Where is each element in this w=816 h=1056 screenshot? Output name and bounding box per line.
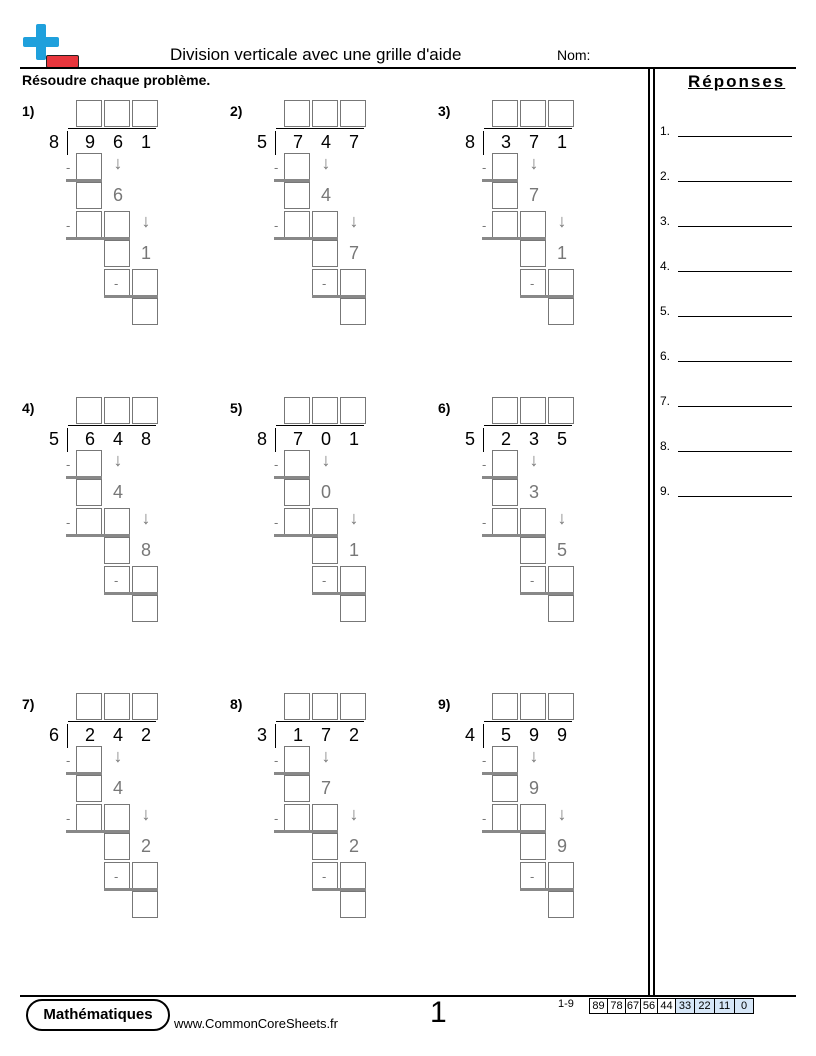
problem-number: 5) [230,400,243,416]
divisor: 8 [256,429,267,449]
work-box[interactable] [132,269,158,296]
work-box[interactable] [76,182,102,209]
minus-sign: - [274,811,279,826]
work-box[interactable] [104,508,130,535]
brought-down-digit: 8 [140,540,151,560]
bring-down-arrow: ↓ [141,804,151,824]
division-problem [438,100,638,340]
work-box[interactable] [76,746,102,773]
minus-sign: - [482,753,487,768]
answer-line [678,316,792,317]
work-box[interactable] [104,804,130,831]
quotient-box[interactable] [132,693,158,720]
division-bar [68,128,156,129]
dividend-digit: 7 [292,429,303,449]
work-box[interactable] [132,862,158,889]
quotient-box[interactable] [548,100,574,127]
quotient-box[interactable] [548,397,574,424]
divisor: 4 [464,725,475,745]
answer-row[interactable] [660,439,796,457]
quotient-box[interactable] [520,100,546,127]
minus-sign: - [66,515,71,530]
dividend-digit: 1 [348,429,359,449]
work-box[interactable] [520,566,546,593]
bring-down-arrow: ↓ [141,508,151,528]
answer-line [678,451,792,452]
answer-line [678,496,792,497]
answer-row[interactable] [660,124,796,142]
score-cell: 44 [657,998,676,1014]
plus-icon-horizontal [23,37,59,47]
dividend-digit: 2 [84,725,95,745]
problem-number: 6) [438,400,451,416]
answer-number: 6. [660,349,671,363]
minus-sign: - [530,869,535,884]
division-problem [22,693,222,933]
brought-down-digit: 5 [556,540,567,560]
bring-down-arrow: ↓ [113,746,123,766]
minus-sign: - [482,457,487,472]
work-box[interactable] [284,775,310,802]
dividend-digit: 9 [556,725,567,745]
bring-down-arrow: ↓ [529,153,539,173]
quotient-box[interactable] [284,397,310,424]
dividend-digit: 2 [348,725,359,745]
dividend-digit: 9 [84,132,95,152]
bring-down-arrow: ↓ [349,508,359,528]
dividend-digit: 7 [292,132,303,152]
brought-down-digit: 2 [140,836,151,856]
dividend-digit: 2 [140,725,151,745]
brought-down-digit: 9 [556,836,567,856]
divisor: 8 [48,132,59,152]
division-bar [484,425,572,426]
minus-sign: - [530,276,535,291]
score-cell: 56 [640,998,658,1014]
work-box[interactable] [104,211,130,238]
score-range: 1-9 [558,998,574,1010]
quotient-box[interactable] [312,100,338,127]
work-box[interactable] [104,537,130,564]
work-box[interactable] [76,153,102,180]
bring-down-arrow: ↓ [557,211,567,231]
quotient-box[interactable] [76,100,102,127]
work-box[interactable] [284,211,310,238]
problem-number: 1) [22,103,35,119]
quotient-box[interactable] [340,100,366,127]
brought-down-digit: 7 [348,243,359,263]
remainder-box[interactable] [548,891,574,918]
division-problem [230,693,430,933]
dividend-digit: 1 [140,132,151,152]
brought-down-digit: 6 [112,185,123,205]
work-box[interactable] [284,746,310,773]
quotient-box[interactable] [104,397,130,424]
header-divider [20,67,796,69]
work-box[interactable] [76,479,102,506]
problem-number: 3) [438,103,451,119]
minus-sign: - [322,276,327,291]
minus-sign: - [114,573,119,588]
quotient-box[interactable] [76,397,102,424]
answer-number: 3. [660,214,671,228]
quotient-box[interactable] [284,693,310,720]
work-box[interactable] [104,269,130,296]
answer-line [678,271,792,272]
remainder-box[interactable] [132,298,158,325]
minus-sign: - [530,573,535,588]
work-box[interactable] [284,153,310,180]
minus-sign: - [274,218,279,233]
dividend-digit: 6 [84,429,95,449]
remainder-box[interactable] [548,595,574,622]
quotient-box[interactable] [104,100,130,127]
work-box[interactable] [492,211,518,238]
work-box[interactable] [312,537,338,564]
score-cell: 11 [714,998,735,1014]
division-problem [22,100,222,340]
answer-number: 2. [660,169,671,183]
quotient-box[interactable] [548,693,574,720]
work-box[interactable] [312,269,338,296]
instructions: Résoudre chaque problème. [22,72,211,88]
division-bar [276,128,364,129]
dividend-digit: 9 [528,725,539,745]
brought-down-digit: 7 [320,778,331,798]
answer-row[interactable] [660,484,796,502]
dividend-digit: 1 [292,725,303,745]
quotient-box[interactable] [340,693,366,720]
work-box[interactable] [76,211,102,238]
minus-sign: - [66,160,71,175]
bring-down-arrow: ↓ [321,746,331,766]
minus-sign: - [482,160,487,175]
brand-badge: Mathématiques [26,999,170,1031]
score-cell: 22 [694,998,715,1014]
work-box[interactable] [76,450,102,477]
brought-down-digit: 0 [320,482,331,502]
division-bracket [275,428,276,452]
minus-sign: - [482,515,487,530]
division-bracket [483,428,484,452]
dividend-digit: 4 [112,429,123,449]
divisor: 6 [48,725,59,745]
work-box[interactable] [340,566,366,593]
work-box[interactable] [520,269,546,296]
problem-number: 2) [230,103,243,119]
dividend-digit: 4 [112,725,123,745]
divisor: 5 [464,429,475,449]
answer-row[interactable] [660,214,796,232]
division-bracket [483,724,484,748]
work-box[interactable] [520,537,546,564]
problem-number: 7) [22,696,35,712]
answer-number: 8. [660,439,671,453]
remainder-box[interactable] [340,595,366,622]
bring-down-arrow: ↓ [113,153,123,173]
work-box[interactable] [520,862,546,889]
work-box[interactable] [520,508,546,535]
answer-line [678,181,792,182]
score-cell: 33 [675,998,695,1014]
bring-down-arrow: ↓ [113,450,123,470]
work-box[interactable] [284,804,310,831]
minus-sign: - [66,753,71,768]
division-bracket [67,131,68,155]
bring-down-arrow: ↓ [321,450,331,470]
work-box[interactable] [312,833,338,860]
bring-down-arrow: ↓ [557,804,567,824]
quotient-box[interactable] [104,693,130,720]
work-box[interactable] [520,804,546,831]
brought-down-digit: 3 [528,482,539,502]
division-problem [230,100,430,340]
work-box[interactable] [132,566,158,593]
answer-line [678,226,792,227]
work-box[interactable] [104,833,130,860]
work-box[interactable] [492,775,518,802]
answer-line [678,361,792,362]
answers-title: Réponses [688,72,786,91]
bring-down-arrow: ↓ [529,450,539,470]
dividend-digit: 7 [320,725,331,745]
quotient-box[interactable] [284,100,310,127]
work-box[interactable] [492,479,518,506]
work-box[interactable] [76,775,102,802]
remainder-box[interactable] [340,298,366,325]
bring-down-arrow: ↓ [557,508,567,528]
minus-sign: - [274,160,279,175]
brought-down-digit: 4 [112,778,123,798]
division-bar [484,721,572,722]
problem-number: 8) [230,696,243,712]
quotient-box[interactable] [520,397,546,424]
divisor: 8 [464,132,475,152]
dividend-digit: 8 [140,429,151,449]
quotient-box[interactable] [492,100,518,127]
minus-sign: - [274,457,279,472]
work-box[interactable] [492,804,518,831]
division-bar [276,721,364,722]
division-bracket [483,131,484,155]
dividend-digit: 2 [500,429,511,449]
name-label: Nom: [557,47,591,63]
bring-down-arrow: ↓ [349,211,359,231]
division-bracket [275,131,276,155]
answer-line [678,406,792,407]
minus-sign: - [322,573,327,588]
work-box[interactable] [312,862,338,889]
score-cell: 0 [734,998,754,1014]
minus-sign: - [274,753,279,768]
brought-down-digit: 1 [348,540,359,560]
work-box[interactable] [312,211,338,238]
work-box[interactable] [104,240,130,267]
division-problem [438,693,638,933]
work-box[interactable] [492,182,518,209]
site-url: www.CommonCoreSheets.fr [174,1016,338,1031]
answer-row[interactable] [660,259,796,277]
dividend-digit: 4 [320,132,331,152]
brought-down-digit: 4 [112,482,123,502]
division-problem [438,397,638,637]
quotient-box[interactable] [76,693,102,720]
minus-sign: - [66,811,71,826]
work-box[interactable] [340,269,366,296]
brought-down-digit: 9 [528,778,539,798]
minus-sign: - [274,515,279,530]
division-bar [68,721,156,722]
division-bar [68,425,156,426]
minus-sign: - [114,869,119,884]
answers-divider-left [648,67,650,996]
work-box[interactable] [284,182,310,209]
quotient-box[interactable] [312,397,338,424]
answer-number: 7. [660,394,671,408]
score-cell: 67 [626,1000,640,1012]
minus-sign: - [482,811,487,826]
work-box[interactable] [492,746,518,773]
problem-number: 4) [22,400,35,416]
work-box[interactable] [340,862,366,889]
division-bracket [275,724,276,748]
remainder-box[interactable] [548,298,574,325]
minus-sign: - [114,276,119,291]
quotient-box[interactable] [340,397,366,424]
dividend-digit: 3 [500,132,511,152]
problem-number: 9) [438,696,451,712]
answer-row[interactable] [660,394,796,412]
page-title: Division verticale avec une grille d'aide [170,45,462,64]
work-box[interactable] [284,479,310,506]
work-box[interactable] [284,450,310,477]
work-box[interactable] [520,833,546,860]
work-box[interactable] [76,804,102,831]
division-bracket [67,428,68,452]
remainder-box[interactable] [132,891,158,918]
bring-down-arrow: ↓ [141,211,151,231]
answer-row[interactable] [660,304,796,322]
work-box[interactable] [548,566,574,593]
brought-down-digit: 2 [348,836,359,856]
quotient-box[interactable] [520,693,546,720]
answer-number: 9. [660,484,671,498]
quotient-box[interactable] [492,693,518,720]
work-box[interactable] [548,862,574,889]
dividend-digit: 7 [528,132,539,152]
dividend-digit: 1 [556,132,567,152]
minus-sign: - [482,218,487,233]
answer-number: 4. [660,259,671,273]
work-box[interactable] [76,508,102,535]
work-box[interactable] [104,862,130,889]
work-box[interactable] [284,508,310,535]
answer-number: 1. [660,124,671,138]
work-box[interactable] [492,450,518,477]
answers-divider-right [653,67,655,996]
work-box[interactable] [312,508,338,535]
work-box[interactable] [312,240,338,267]
score-cell: 78 [607,998,626,1014]
quotient-box[interactable] [132,397,158,424]
work-box[interactable] [520,240,546,267]
bring-down-arrow: ↓ [349,804,359,824]
work-box[interactable] [104,566,130,593]
work-box[interactable] [312,804,338,831]
dividend-digit: 6 [112,132,123,152]
division-problem [230,397,430,637]
dividend-digit: 5 [500,725,511,745]
answer-row[interactable] [660,349,796,367]
bring-down-arrow: ↓ [529,746,539,766]
work-box[interactable] [548,269,574,296]
dividend-digit: 7 [348,132,359,152]
brought-down-digit: 7 [528,185,539,205]
dividend-digit: 5 [556,429,567,449]
quotient-box[interactable] [132,100,158,127]
work-box[interactable] [492,508,518,535]
quotient-box[interactable] [492,397,518,424]
brought-down-digit: 4 [320,185,331,205]
remainder-box[interactable] [132,595,158,622]
dividend-digit: 3 [528,429,539,449]
minus-sign: - [66,457,71,472]
answer-number: 5. [660,304,671,318]
dividend-digit: 0 [320,429,331,449]
brought-down-digit: 1 [556,243,567,263]
work-box[interactable] [520,211,546,238]
remainder-box[interactable] [340,891,366,918]
divisor: 5 [48,429,59,449]
footer-divider [20,995,796,997]
minus-sign: - [66,218,71,233]
work-box[interactable] [312,566,338,593]
division-problem [22,397,222,637]
work-box[interactable] [492,153,518,180]
bring-down-arrow: ↓ [321,153,331,173]
quotient-box[interactable] [312,693,338,720]
division-bar [276,425,364,426]
page-number: 1 [430,996,447,1029]
minus-sign: - [322,869,327,884]
divisor: 3 [256,725,267,745]
division-bar [484,128,572,129]
answer-row[interactable] [660,169,796,187]
divisor: 5 [256,132,267,152]
answer-line [678,136,792,137]
brought-down-digit: 1 [140,243,151,263]
division-bracket [67,724,68,748]
score-cell: 89 [589,998,608,1014]
